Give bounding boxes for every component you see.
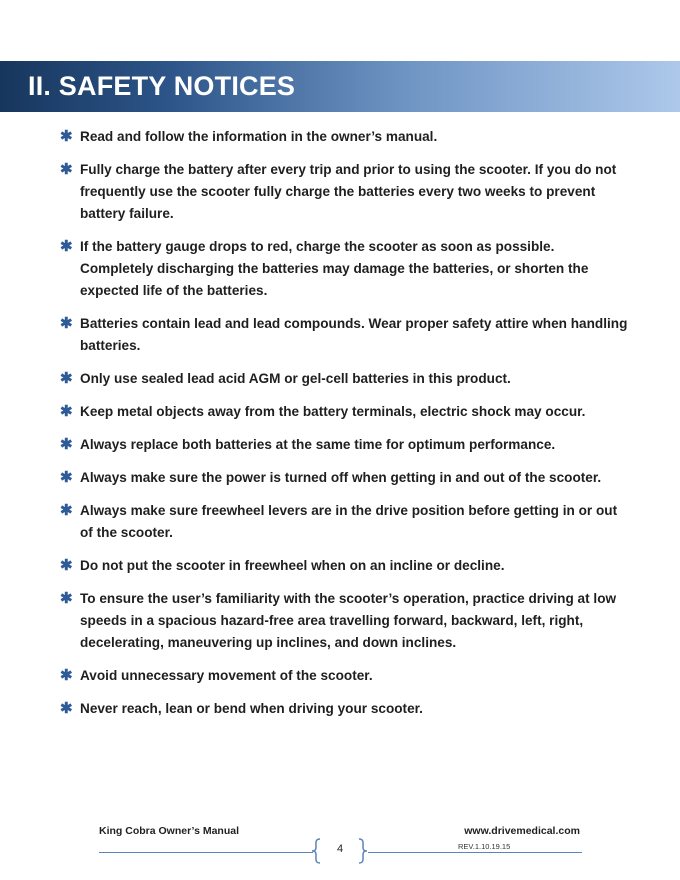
- safety-notice-item: [60, 434, 630, 456]
- asterisk-bullet-icon: ✱: [60, 238, 73, 255]
- asterisk-bullet-icon: ✱: [60, 700, 73, 717]
- safety-notice-text: Batteries contain lead and lead compounds. Wear proper safety attire when handling batteries.: [80, 316, 628, 353]
- safety-notice-item: [60, 555, 630, 577]
- safety-notice-text: Avoid unnecessary movement of the scooter.: [80, 668, 373, 683]
- safety-notice-text: Only use sealed lead acid AGM or gel-cell batteries in this product.: [80, 371, 511, 386]
- asterisk-bullet-icon: ✱: [60, 557, 73, 574]
- asterisk-bullet-icon: ✱: [60, 370, 73, 387]
- safety-notice-item: [60, 313, 630, 357]
- asterisk-bullet-icon: ✱: [60, 161, 73, 178]
- safety-notice-item: [60, 588, 630, 654]
- footer-divider-left: [99, 852, 313, 853]
- safety-notice-text: Do not put the scooter in freewheel when on an incline or decline.: [80, 558, 505, 573]
- safety-notice-item: [60, 467, 630, 489]
- asterisk-bullet-icon: ✱: [60, 502, 73, 519]
- safety-notice-text: Read and follow the information in the owner’s manual.: [80, 129, 438, 144]
- page-number: 4: [336, 843, 344, 855]
- footer-website: www.drivemedical.com: [464, 825, 580, 837]
- asterisk-bullet-icon: ✱: [60, 436, 73, 453]
- asterisk-bullet-icon: ✱: [60, 667, 73, 684]
- section-title: II. SAFETY NOTICES: [28, 71, 296, 101]
- safety-notice-item: [60, 665, 630, 687]
- safety-notice-item: [60, 368, 630, 390]
- asterisk-bullet-icon: ✱: [60, 315, 73, 332]
- asterisk-bullet-icon: ✱: [60, 590, 73, 607]
- safety-notice-text: If the battery gauge drops to red, charge the scooter as soon as possible. Completely discharging the batteries may damage the batteries, or shorten the expected life of the batteries.: [80, 239, 589, 298]
- footer-manual-name: King Cobra Owner’s Manual: [99, 825, 240, 837]
- safety-notice-item: [60, 159, 630, 225]
- footer-revision: REV.1.10.19.15: [458, 842, 511, 851]
- safety-notice-list: [60, 126, 630, 731]
- safety-notice-text: Always make sure freewheel levers are in the drive position before getting in or out of the scooter.: [80, 503, 618, 540]
- asterisk-bullet-icon: ✱: [60, 128, 73, 145]
- safety-notice-item: [60, 500, 630, 544]
- safety-notice-item: [60, 236, 630, 302]
- safety-notice-item: [60, 401, 630, 423]
- right-brace-icon: [356, 838, 368, 864]
- left-brace-icon: [311, 838, 323, 864]
- safety-notice-text: To ensure the user’s familiarity with the scooter’s operation, practice driving at low speeds in a spacious hazard-free area travelling forward, backward, left, right, decelerating, maneuvering up inclines, and down inclines.: [80, 591, 617, 650]
- section-header-banner: [0, 61, 680, 112]
- safety-notice-text: Keep metal objects away from the battery terminals, electric shock may occur.: [80, 404, 586, 419]
- asterisk-bullet-icon: ✱: [60, 403, 73, 420]
- safety-notice-item: [60, 126, 630, 148]
- asterisk-bullet-icon: ✱: [60, 469, 73, 486]
- footer-divider-right: [368, 852, 582, 853]
- safety-notice-text: Always replace both batteries at the same time for optimum performance.: [80, 437, 556, 452]
- safety-notice-text: Never reach, lean or bend when driving your scooter.: [80, 701, 423, 716]
- safety-notice-text: Fully charge the battery after every trip and prior to using the scooter. If you do not frequently use the scooter fully charge the batteries every two weeks to prevent battery failure.: [80, 162, 617, 221]
- safety-notice-text: Always make sure the power is turned off when getting in and out of the scooter.: [80, 470, 602, 485]
- safety-notice-item: [60, 698, 630, 720]
